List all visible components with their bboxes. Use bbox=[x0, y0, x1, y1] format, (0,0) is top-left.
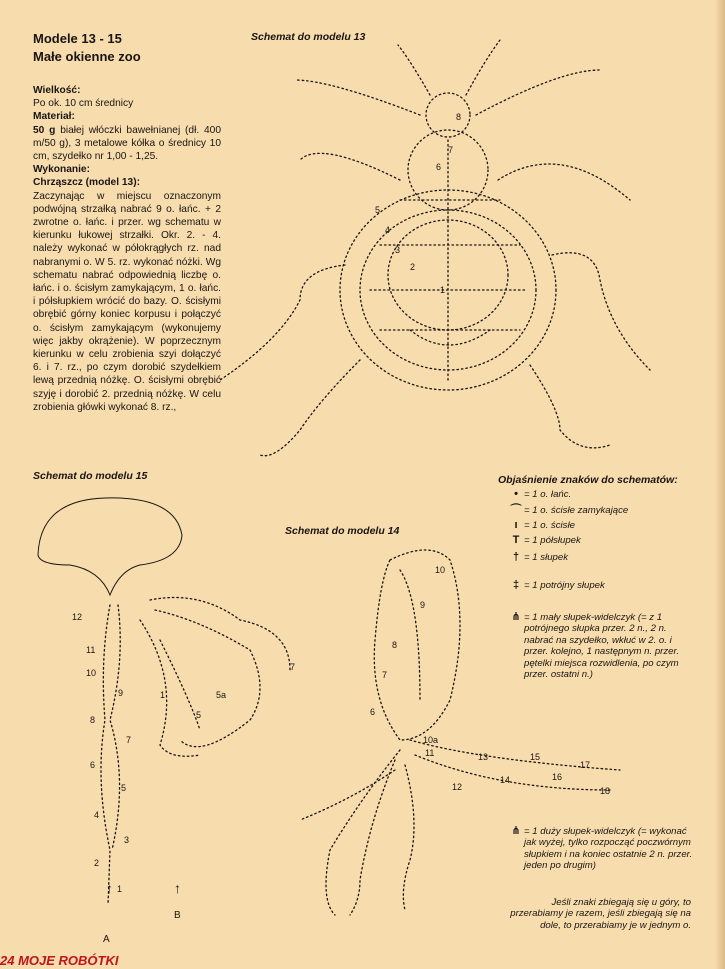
diagram-label: 5 bbox=[375, 205, 381, 215]
diagram-label: 11 bbox=[86, 645, 96, 655]
diagram-label: 5 bbox=[196, 710, 202, 720]
model-subtitle: Małe okienne zoo bbox=[33, 49, 141, 64]
diagram-label: 12 bbox=[452, 782, 463, 792]
diagram-label: 7 bbox=[382, 670, 388, 680]
slip-stitch-icon: ı bbox=[514, 519, 518, 531]
page-number: 24 bbox=[0, 953, 15, 968]
beetle-diagram bbox=[220, 40, 650, 456]
diagram-label: 7 bbox=[290, 662, 296, 672]
size-value: Po ok. 10 cm średnicy bbox=[33, 98, 134, 110]
slip-stitch-closing-icon: ⌒ bbox=[510, 504, 522, 516]
diagram-label: 1 bbox=[160, 690, 166, 700]
diagram-label: 5a bbox=[216, 690, 227, 700]
diagram-label: 4 bbox=[94, 810, 100, 820]
diagram-label: 6 bbox=[370, 707, 376, 717]
diagram-label: 18 bbox=[600, 786, 611, 796]
magazine-name: MOJE ROBÓTKI bbox=[18, 953, 119, 968]
double-crochet-icon: † bbox=[512, 551, 520, 563]
diagram-label: 9 bbox=[420, 600, 426, 610]
diagram-label: 13 bbox=[478, 752, 489, 762]
diagram-label: 3 bbox=[395, 245, 401, 255]
diagram-label: 7 bbox=[126, 735, 132, 745]
diagram-label: 11 bbox=[425, 748, 435, 758]
material-amount: 50 g bbox=[33, 124, 56, 136]
model-title: Modele 13 - 15 bbox=[33, 31, 122, 46]
diagram-label: 2 bbox=[94, 858, 100, 868]
diagram-label: 4 bbox=[385, 225, 391, 235]
diagram-label: 10 bbox=[435, 565, 446, 575]
caption-schema-13: Schemat do modelu 13 bbox=[251, 31, 366, 43]
arrow-a-icon: ↑ bbox=[106, 880, 113, 896]
triple-treble-icon: ‡ bbox=[512, 579, 520, 591]
legend-item: = 1 potrójny słupek bbox=[524, 580, 605, 591]
legend-item: = 1 mały słupek-widelczyk (= z 1 potrójnego słupka przer. 2 n., 2 n. nabrać na szydełko, wkłuć w 2. o. i przer. kolejno, 1 następnym n. przer. pętelki miejsca rozwidlenia, po czym przer. ostatni n.) bbox=[524, 612, 679, 681]
caption-schema-15: Schemat do modelu 15 bbox=[33, 470, 148, 482]
diagram-label: 8 bbox=[392, 640, 398, 650]
legend-title: Objaśnienie znaków do schematów: bbox=[498, 474, 678, 486]
size-label: Wielkość: bbox=[33, 85, 81, 96]
diagram-label: 12 bbox=[72, 612, 83, 622]
diagram-label: 1 bbox=[117, 884, 123, 894]
beetle-instructions: Zaczynając w miejscu oznaczonym podwójną strzałką nabrać 9 o. łańc. + 2 zwrotne o. łańc. i przer. wg schematu w kierunku łukowej strzałki. Okr. 2. - 4. należy wykonać w półokrągłych rz. nad nabranymi o. W 5. rz. wykonać nóżki. Wg schematu nabrać odpowiednią liczbę o. łańc. i o. ścisłym zamykającym, 1 o. łańc. i półsłupkiem wrócić do bazy. O. ścisłymi obrębić górny koniec korpusu i połączyć o. ścisłym zamykającym (wykonujemy więc jakby okrążenie). W poprzecznym kierunku w celu zrobienia szyi dołączyć 6. i 7. rz., po czym dorobić szydełkiem lewą przednią nóżkę. O. ścisłymi obrębić szyję i dorobić 2. przednią nóżkę. W celu zrobienia główki wykonać 8. rz., bbox=[33, 190, 221, 413]
diagram-label: 8 bbox=[90, 715, 96, 725]
material-value: białej włóczki bawełnianej (dł. 400 m/50 g), 3 metalowe kółka o średnicy 10 cm, szydełko nr 1,00 - 1,25. bbox=[33, 124, 221, 163]
arrow-b-icon: ↑ bbox=[174, 880, 181, 896]
large-fork-stitch-icon: ⋔ bbox=[511, 825, 521, 837]
small-fork-stitch-icon: ⋔ bbox=[511, 611, 521, 623]
diagram-label: 9 bbox=[118, 688, 124, 698]
caption-schema-14: Schemat do modelu 14 bbox=[285, 525, 400, 537]
page-footer bbox=[0, 953, 119, 968]
model-15-diagram bbox=[38, 498, 290, 905]
diagram-label: 6 bbox=[90, 760, 96, 770]
arrow-label-a: A bbox=[103, 934, 110, 945]
diagram-label: 5 bbox=[121, 783, 127, 793]
diagram-label: 2 bbox=[410, 262, 416, 272]
beetle-label: Chrząszcz (model 13): bbox=[33, 177, 140, 189]
legend-item: = 1 słupek bbox=[524, 552, 569, 563]
diagram-label: 10a bbox=[423, 735, 439, 745]
half-double-icon: T bbox=[512, 534, 520, 546]
diagram-label: 3 bbox=[124, 835, 130, 845]
legend-item: = 1 o. ścisłe zamykające bbox=[524, 505, 629, 516]
legend-item: = 1 półsłupek bbox=[524, 535, 581, 546]
page-edge bbox=[715, 0, 725, 969]
legend-item: = 1 o. łańc. bbox=[524, 489, 572, 500]
diagram-label: 8 bbox=[456, 112, 462, 122]
diagram-label: 14 bbox=[500, 775, 511, 785]
legend-item: = 1 o. ścisłe bbox=[524, 520, 575, 531]
diagram-label: 7 bbox=[448, 145, 454, 155]
arrow-label-b: B bbox=[174, 910, 181, 921]
diagram-label: 15 bbox=[530, 752, 541, 762]
legend-note: Jeśli znaki zbiegają się u góry, to przerabiamy je razem, jeśli zbiegają się na dole, to przerabiamy je w jednym o. bbox=[510, 897, 691, 931]
diagram-label: 1 bbox=[440, 285, 446, 295]
execution-label: Wykonanie: bbox=[33, 164, 90, 176]
diagram-label: 17 bbox=[580, 760, 591, 770]
diagram-label: 10 bbox=[86, 668, 97, 678]
chain-stitch-icon: • bbox=[514, 488, 518, 500]
material-label: Materiał: bbox=[33, 111, 75, 123]
diagram-label: 6 bbox=[436, 162, 442, 172]
diagram-label: 16 bbox=[552, 772, 563, 782]
legend-item: = 1 duży słupek-widelczyk (= wykonać jak wyżej, tylko rozpocząć poczwórnym słupkiem i na koniec ostatnie 2 n. przer. jeden po drugim) bbox=[524, 826, 693, 872]
